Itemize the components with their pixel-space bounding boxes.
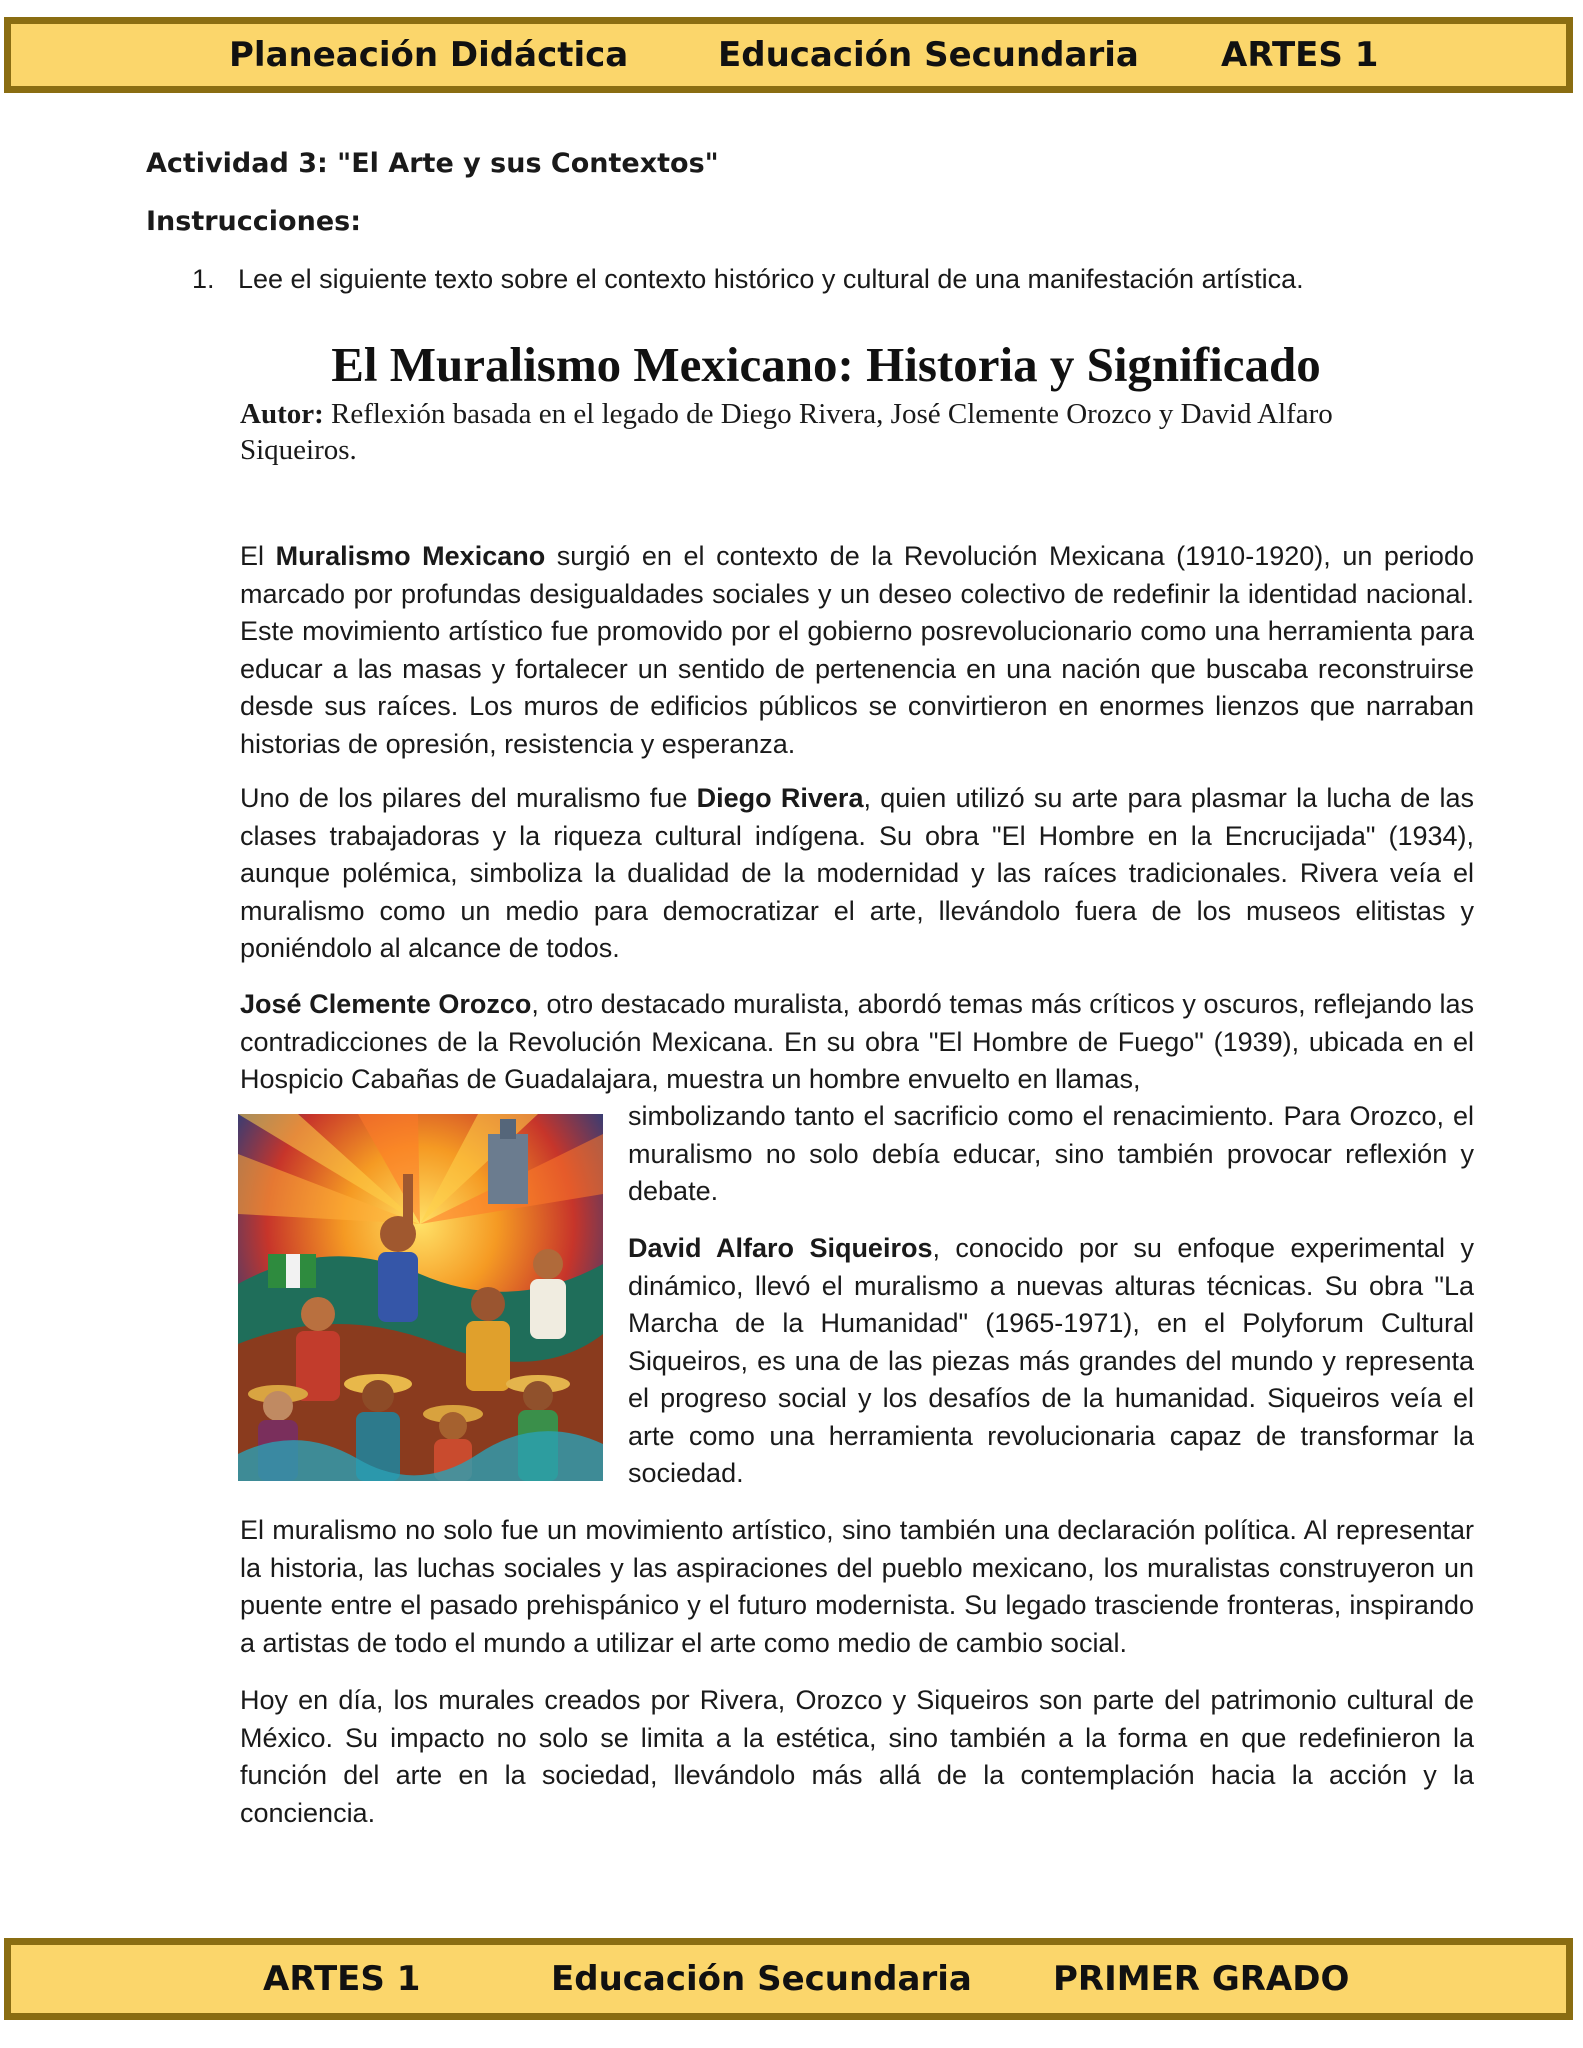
paragraph-2 <box>240 780 1474 968</box>
p5-text: El muralismo no solo fue un movimiento artístico, sino también una declaración política. Al representar la historia, las luchas sociales y las aspiraciones del pueblo mexicano, los muralistas construyeron un puente entre el pasado prehispánico y el futuro modernista. Su legado trasciende fronteras, inspirando a artistas de todo el mundo a utilizar el arte como medio de cambio social. <box>240 1515 1474 1658</box>
footer-right: PRIMER GRADO <box>1053 1959 1350 1999</box>
paragraph-3-continued <box>628 1098 1474 1211</box>
p1-text: surgió en el contexto de la Revolución Mexicana (1910-1920), un periodo marcado por profundas desigualdades sociales y un deseo colectivo de redefinir la identidad nacional. Este movimiento artístico fue promovido por el gobierno posrevolucionario como una herramienta para educar a las masas y fortalecer un sentido de pertenencia en una nación que buscaba reconstruirse desde sus raíces. Los muros de edificios públicos se convirtieron en enormes lienzos que narraban historias de opresión, resistencia y esperanza. <box>240 541 1474 759</box>
instructions-title: Instrucciones: <box>146 206 361 237</box>
header-banner <box>4 17 1573 93</box>
paragraph-1 <box>240 538 1474 763</box>
step-text: Lee el siguiente texto sobre el contexto histórico y cultural de una manifestación artística. <box>238 264 1304 294</box>
p6-text: Hoy en día, los murales creados por Rivera, Orozco y Siqueiros son parte del patrimonio cultural de México. Su impacto no solo se limita a la estética, sino también a la forma en que redefinieron la función del arte en la sociedad, llevándolo más allá de la contemplación hacia la acción y la conciencia. <box>240 1685 1474 1828</box>
p2-text: , quien utilizó su arte para plasmar la lucha de las clases trabajadoras y la riqueza cultural indígena. Su obra "El Hombre en la Encrucijada" (1934), aunque polémica, simboliza la dualidad de la modernidad y las raíces tradicionales. Rivera veía el muralismo como un medio para democratizar el arte, llevándolo fuera de los museos elitistas y poniéndolo al alcance de todos. <box>240 783 1475 963</box>
p1-pre: El <box>240 541 276 571</box>
footer-banner <box>4 1938 1573 2020</box>
header-right: ARTES 1 <box>1221 35 1379 75</box>
p3-text: , otro destacado muralista, abordó temas más críticos y oscuros, reflejando las contradicciones de la Revolución Mexicana. En su obra "El Hombre de Fuego" (1939), ubicada en el Hospicio Cabañas de Guadalajara, muestra un hombre envuelto en llamas, <box>240 989 1474 1094</box>
activity-title: Actividad 3: "El Arte y sus Contextos" <box>146 148 719 179</box>
article-title: El Muralismo Mexicano: Historia y Significado <box>331 337 1321 392</box>
paragraph-6 <box>240 1682 1474 1832</box>
footer-left: ARTES 1 <box>263 1959 421 1999</box>
instruction-step <box>192 264 1304 295</box>
p4-text: , conocido por su enfoque experimental y dinámico, llevó el muralismo a nuevas alturas técnicas. Su obra "La Marcha de la Humanidad" (1965-1971), en el Polyforum Cultural Siqueiros, es una de las piezas más grandes del mundo y representa el progreso social y los desafíos de la humanidad. Siqueiros veía el arte como una herramienta revolucionaria capaz de transformar la sociedad. <box>628 1233 1474 1488</box>
author-text: Reflexión basada en el legado de Diego Rivera, José Clemente Orozco y David Alfaro Siqueiros. <box>240 398 1333 466</box>
header-left: Planeación Didáctica <box>229 35 629 75</box>
p1-bold: Muralismo Mexicano <box>275 541 546 571</box>
step-number: 1. <box>192 264 215 294</box>
p2-bold: Diego Rivera <box>696 783 864 813</box>
paragraph-3 <box>240 986 1474 1099</box>
p3-bold: José Clemente Orozco <box>240 989 532 1019</box>
p4-bold: David Alfaro Siqueiros <box>628 1233 933 1263</box>
mural-illustration <box>238 1114 603 1481</box>
p2-pre: Uno de los pilares del muralismo fue <box>240 783 697 813</box>
article-author <box>240 396 1420 468</box>
mural-image <box>238 1114 603 1481</box>
author-label: Autor: <box>240 398 324 430</box>
paragraph-4 <box>628 1230 1474 1493</box>
paragraph-5 <box>240 1512 1474 1662</box>
header-center: Educación Secundaria <box>718 35 1139 75</box>
p3-cont: simbolizando tanto el sacrificio como el renacimiento. Para Orozco, el muralismo no solo debía educar, sino también provocar reflexión y debate. <box>628 1101 1474 1206</box>
footer-center: Educación Secundaria <box>551 1959 972 1999</box>
